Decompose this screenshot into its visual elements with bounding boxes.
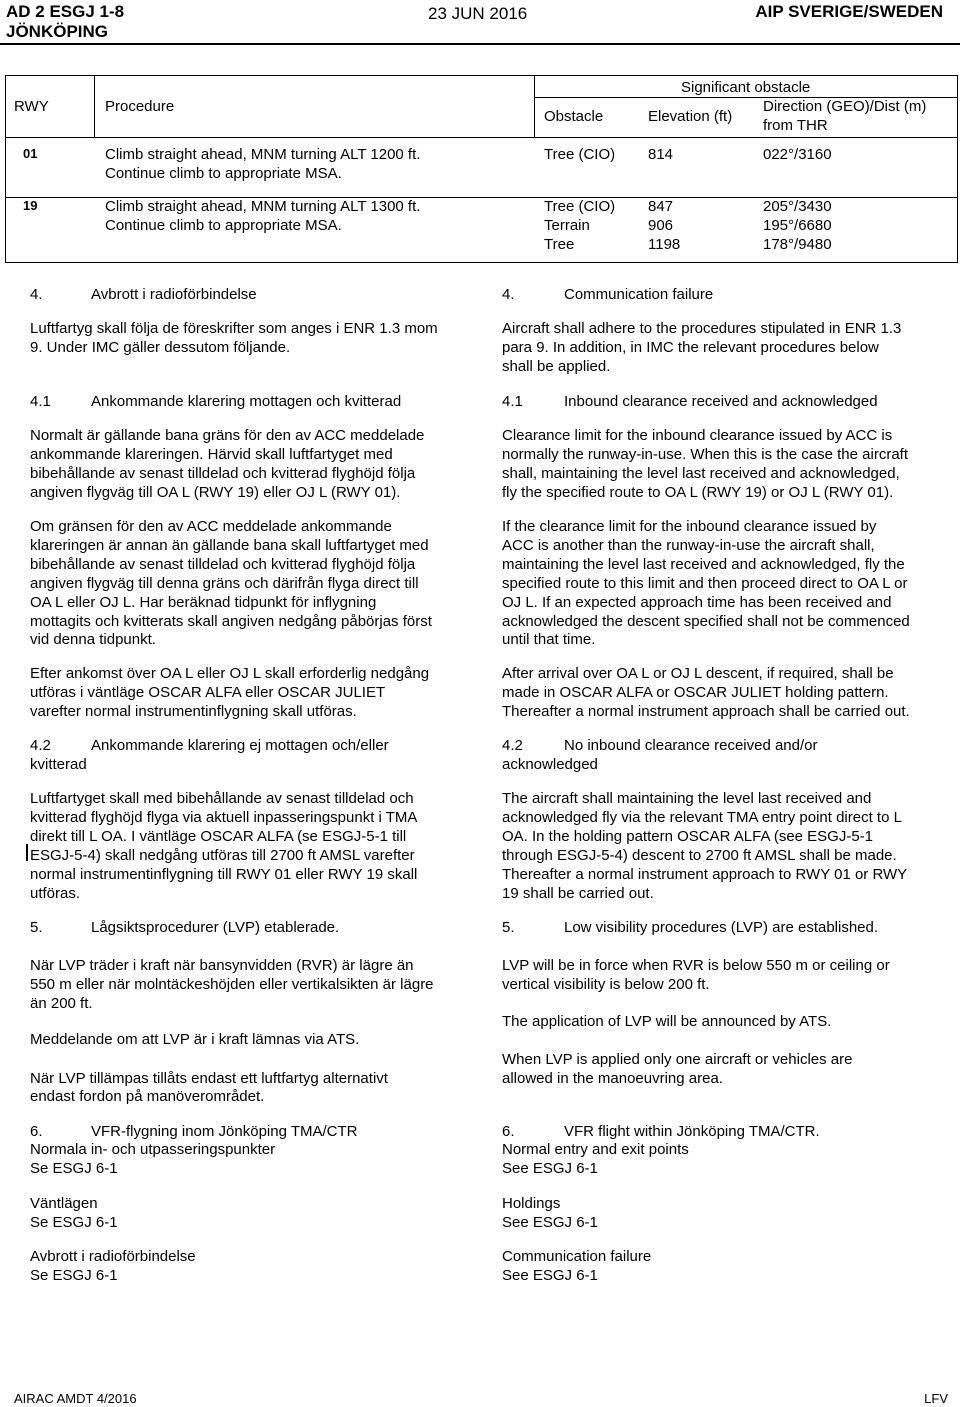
paragraph-line: klareringen är annan än gällande bana skall luftfartyget med bbox=[30, 537, 429, 554]
paragraph-line: kvitterad flyghöjd flyga via aktuell inpasseringspunkt i TMA bbox=[30, 809, 418, 826]
departure-obstacle-table bbox=[5, 75, 958, 263]
reference-line: Se ESGJ 6-1 bbox=[30, 1214, 118, 1231]
paragraph-line: angiven flygväg till OA L (RWY 19) eller OJ L (RWY 01). bbox=[30, 484, 401, 501]
reference-line: Se ESGJ 6-1 bbox=[30, 1267, 118, 1284]
paragraph-line: Luftfartyg skall följa de föreskrifter som anges i ENR 1.3 mom bbox=[30, 320, 438, 337]
section-title: Inbound clearance received and acknowledged bbox=[564, 393, 878, 410]
header-row-divider bbox=[6, 137, 957, 138]
publisher: AIP SVERIGE/SWEDEN bbox=[755, 2, 943, 21]
paragraph-line: bibehållande av senast tilldelad och kvitterad flyghöjd följa bbox=[30, 556, 416, 573]
paragraph-line: Clearance limit for the inbound clearance issued by ACC is bbox=[502, 427, 893, 444]
col-divider bbox=[94, 76, 95, 137]
col-header-rwy: RWY bbox=[14, 98, 49, 115]
section-number: 4.1 bbox=[30, 393, 51, 410]
direction-cell: 205°/3430 bbox=[763, 198, 832, 215]
paragraph-line: 19 shall be carried out. bbox=[502, 885, 654, 902]
procedure-cell: Climb straight ahead, MNM turning ALT 1200 ft. bbox=[105, 146, 421, 163]
paragraph-line: para 9. In addition, in IMC the relevant procedures below bbox=[502, 339, 879, 356]
paragraph-line: När LVP träder i kraft när bansynvidden (RVR) är lägre än bbox=[30, 957, 414, 974]
paragraph-line: normal instrumentinflygning till RWY 01 eller RWY 19 skall bbox=[30, 866, 418, 883]
paragraph-line: acknowledged fly via the relevant TMA entry point direct to L bbox=[502, 809, 902, 826]
paragraph-line: Normala in- och utpasseringspunkter bbox=[30, 1141, 276, 1158]
obstacle-cell: Tree (CIO) bbox=[544, 198, 616, 215]
paragraph-line: Thereafter a normal instrument approach to RWY 01 or RWY bbox=[502, 866, 908, 883]
paragraph-line: varefter normal instrumentinflygning skall utföras. bbox=[30, 703, 357, 720]
reference-line: See ESGJ 6-1 bbox=[502, 1267, 598, 1284]
elevation-cell: 814 bbox=[648, 146, 674, 163]
section-number: 6. bbox=[30, 1123, 43, 1140]
paragraph-line: made in OSCAR ALFA or OSCAR JULIET holding pattern. bbox=[502, 684, 889, 701]
paragraph-line: The application of LVP will be announced by ATS. bbox=[502, 1013, 832, 1030]
paragraph-line: ACC is another than the runway-in-use the aircraft shall, bbox=[502, 537, 875, 554]
page-header bbox=[0, 2, 960, 44]
paragraph-line: fly the specified route to OA L (RWY 19) or OJ L (RWY 01). bbox=[502, 484, 894, 501]
section-number: 4. bbox=[502, 286, 515, 303]
section-title: Communication failure bbox=[564, 286, 714, 303]
section-number: 5. bbox=[30, 919, 43, 936]
section-title: Ankommande klarering mottagen och kvitterad bbox=[91, 393, 402, 410]
section-number: 4.1 bbox=[502, 393, 523, 410]
paragraph-line: Luftfartyget skall med bibehållande av senast tilldelad och bbox=[30, 790, 414, 807]
paragraph-line: Väntlägen bbox=[30, 1195, 98, 1212]
paragraph-line: Meddelande om att LVP är i kraft lämnas via ATS. bbox=[30, 1031, 360, 1048]
paragraph-line: Avbrott i radioförbindelse bbox=[30, 1248, 196, 1265]
paragraph-line: ESGJ-5-4) skall nedgång utföras till 2700 ft AMSL varefter bbox=[30, 847, 415, 864]
section-title: Lågsiktsprocedurer (LVP) etablerade. bbox=[91, 919, 340, 936]
section-title: kvitterad bbox=[30, 756, 87, 773]
paragraph-line: än 200 ft. bbox=[30, 995, 93, 1012]
section-title: Avbrott i radioförbindelse bbox=[91, 286, 257, 303]
paragraph-line: The aircraft shall maintaining the level last received and bbox=[502, 790, 872, 807]
publication-date: 23 JUN 2016 bbox=[428, 4, 528, 23]
obstacle-cell: Terrain bbox=[544, 217, 590, 234]
section-number: 4.2 bbox=[30, 737, 51, 754]
direction-cell: 178°/9480 bbox=[763, 236, 832, 253]
footer-publisher: LFV bbox=[924, 1391, 948, 1406]
section-number: 4.2 bbox=[502, 737, 523, 754]
paragraph-line: 550 m eller när molntäckeshöjden eller vertikalsikten är lägre bbox=[30, 976, 434, 993]
paragraph-line: utföras. bbox=[30, 885, 81, 902]
elevation-cell: 906 bbox=[648, 217, 674, 234]
aerodrome-name: JÖNKÖPING bbox=[6, 22, 109, 41]
elevation-cell: 847 bbox=[648, 198, 674, 215]
paragraph-line: through ESGJ-5-4) descent to 2700 ft AMSL shall be made. bbox=[502, 847, 897, 864]
col-header-direction: Direction (GEO)/Dist (m) bbox=[763, 98, 927, 115]
section-title: VFR-flygning inom Jönköping TMA/CTR bbox=[91, 1123, 358, 1140]
paragraph-line: OA L eller OJ L. Har beräknad tidpunkt för inflygning bbox=[30, 594, 377, 611]
section-title: VFR flight within Jönköping TMA/CTR. bbox=[564, 1123, 820, 1140]
paragraph-line: maintaining the level last received and acknowledged, fly the bbox=[502, 556, 905, 573]
paragraph-line: shall, maintaining the level last received and acknowledged, bbox=[502, 465, 900, 482]
paragraph-line: vid denna tidpunkt. bbox=[30, 631, 156, 648]
paragraph-line: OJ L. If an expected approach time has been received and bbox=[502, 594, 892, 611]
paragraph-line: Communication failure bbox=[502, 1248, 652, 1265]
paragraph-line: until that time. bbox=[502, 631, 596, 648]
paragraph-line: Aircraft shall adhere to the procedures stipulated in ENR 1.3 bbox=[502, 320, 902, 337]
header-left bbox=[6, 2, 124, 42]
paragraph-line: ankommande klareringen. Härvid skall luftfartyget med bbox=[30, 446, 393, 463]
reference-line: See ESGJ 6-1 bbox=[502, 1160, 598, 1177]
paragraph-line: allowed in the manoeuvring area. bbox=[502, 1070, 723, 1087]
col-header-significant-obstacle: Significant obstacle bbox=[681, 79, 811, 96]
procedure-cell: Continue climb to appropriate MSA. bbox=[105, 165, 342, 182]
obstacle-cell: Tree bbox=[544, 236, 575, 253]
obstacle-cell: Tree (CIO) bbox=[544, 146, 616, 163]
paragraph-line: 9. Under IMC gäller dessutom följande. bbox=[30, 339, 291, 356]
paragraph-line: bibehållande av senast tilldelad och kvitterad flyghöjd följa bbox=[30, 465, 416, 482]
amendment-change-bar bbox=[26, 844, 28, 861]
paragraph-line: normally the runway-in-use. When this is the case the aircraft bbox=[502, 446, 909, 463]
procedure-cell: Climb straight ahead, MNM turning ALT 1300 ft. bbox=[105, 198, 421, 215]
footer-amendment: AIRAC AMDT 4/2016 bbox=[14, 1391, 137, 1406]
paragraph-line: acknowledged the descent specified shall not be commenced bbox=[502, 613, 910, 630]
col-header-elevation: Elevation (ft) bbox=[648, 108, 733, 125]
paragraph-line: endast fordon på manöverområdet. bbox=[30, 1088, 265, 1105]
paragraph-line: If the clearance limit for the inbound clearance issued by bbox=[502, 518, 877, 535]
paragraph-line: mottagits och kvitterats skall angiven nedgång påbörjas först bbox=[30, 613, 432, 630]
rwy-cell: 01 bbox=[23, 146, 38, 161]
section-title: No inbound clearance received and/or bbox=[564, 737, 818, 754]
section-number: 4. bbox=[30, 286, 43, 303]
paragraph-line: När LVP tillämpas tillåts endast ett luftfartyg alternativt bbox=[30, 1070, 388, 1087]
paragraph-line: direkt till L OA. I väntläge OSCAR ALFA (se ESGJ-5-1 till bbox=[30, 828, 407, 845]
section-number: 5. bbox=[502, 919, 515, 936]
reference-line: Se ESGJ 6-1 bbox=[30, 1160, 118, 1177]
paragraph-line: specified route to this limit and then proceed direct to OA L or bbox=[502, 575, 908, 592]
paragraph-line: Holdings bbox=[502, 1195, 561, 1212]
paragraph-line: Normal entry and exit points bbox=[502, 1141, 689, 1158]
paragraph-line: angiven flygväg till denna gräns och därifrån flyga direct till bbox=[30, 575, 419, 592]
paragraph-line: vertical visibility is below 200 ft. bbox=[502, 976, 710, 993]
paragraph-line: Thereafter a normal instrument approach shall be carried out. bbox=[502, 703, 910, 720]
paragraph-line: shall be applied. bbox=[502, 358, 611, 375]
col-header-direction-2: from THR bbox=[763, 117, 828, 134]
col-header-procedure: Procedure bbox=[105, 98, 175, 115]
direction-cell: 022°/3160 bbox=[763, 146, 832, 163]
paragraph-line: When LVP is applied only one aircraft or vehicles are bbox=[502, 1051, 853, 1068]
section-title: acknowledged bbox=[502, 756, 598, 773]
direction-cell: 195°/6680 bbox=[763, 217, 832, 234]
section-title: Ankommande klarering ej mottagen och/eller bbox=[91, 737, 389, 754]
rwy-cell: 19 bbox=[23, 198, 38, 213]
col-header-obstacle: Obstacle bbox=[544, 108, 604, 125]
header-rule bbox=[0, 43, 960, 45]
elevation-cell: 1198 bbox=[648, 236, 681, 253]
paragraph-line: Om gränsen för den av ACC meddelade ankommande bbox=[30, 518, 392, 535]
doc-id: AD 2 ESGJ 1-8 bbox=[6, 2, 125, 21]
reference-line: See ESGJ 6-1 bbox=[502, 1214, 598, 1231]
paragraph-line: OA. In the holding pattern OSCAR ALFA (see ESGJ-5-1 bbox=[502, 828, 874, 845]
paragraph-line: Normalt är gällande bana gräns för den av ACC meddelade bbox=[30, 427, 425, 444]
paragraph-line: utföras i väntläge OSCAR ALFA eller OSCAR JULIET bbox=[30, 684, 386, 701]
section-number: 6. bbox=[502, 1123, 515, 1140]
col-divider bbox=[534, 76, 535, 137]
paragraph-line: Efter ankomst över OA L eller OJ L skall erforderlig nedgång bbox=[30, 665, 430, 682]
procedure-cell: Continue climb to appropriate MSA. bbox=[105, 217, 342, 234]
section-title: Low visibility procedures (LVP) are established. bbox=[564, 919, 879, 936]
paragraph-line: LVP will be in force when RVR is below 550 m or ceiling or bbox=[502, 957, 890, 974]
paragraph-line: After arrival over OA L or OJ L descent, if required, shall be bbox=[502, 665, 894, 682]
